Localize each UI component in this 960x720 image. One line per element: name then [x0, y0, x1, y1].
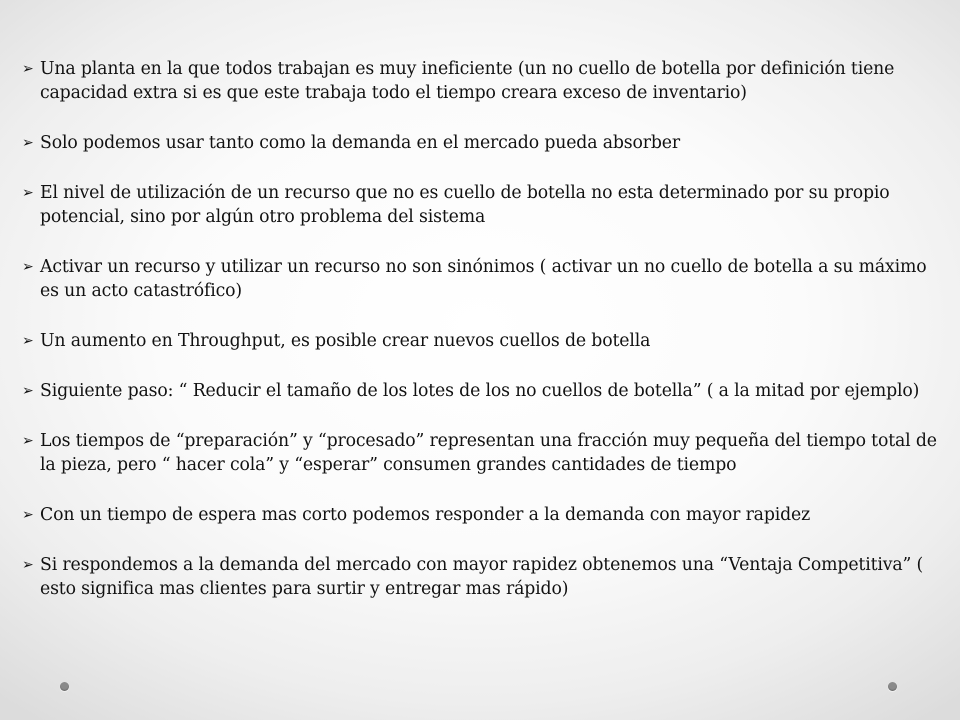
arrowhead-bullet-icon: ➢ [22, 185, 34, 201]
bullet-text: Siguiente paso: “ Reducir el tamaño de los lotes de los no cuellos de botella” ( a la mitad por ejemplo) [40, 381, 920, 401]
bullet-item [22, 329, 942, 353]
bullet-text: Solo podemos usar tanto como la demanda en el mercado pueda absorber [40, 133, 680, 153]
arrowhead-bullet-icon: ➢ [22, 383, 34, 399]
decorative-dot-left [60, 682, 69, 691]
bullet-item [22, 503, 942, 527]
arrowhead-bullet-icon: ➢ [22, 333, 34, 349]
bullet-text: Un aumento en Throughput, es posible crear nuevos cuellos de botella [40, 331, 651, 351]
bullet-item [22, 57, 942, 105]
bullet-text: El nivel de utilización de un recurso que no es cuello de botella no esta determinado por su propio potencial, sino por algún otro problema del sistema [40, 183, 890, 227]
bullet-text: Si respondemos a la demanda del mercado con mayor rapidez obtenemos una “Ventaja Competitiva” ( esto significa mas clientes para surtir y entregar mas rápido) [40, 555, 924, 599]
bullet-text: Con un tiempo de espera mas corto podemos responder a la demanda con mayor rapidez [40, 505, 811, 525]
bullet-item [22, 255, 942, 303]
arrowhead-bullet-icon: ➢ [22, 557, 34, 573]
arrowhead-bullet-icon: ➢ [22, 433, 34, 449]
bullet-item [22, 131, 942, 155]
bullet-item [22, 379, 942, 403]
bullet-item [22, 553, 942, 601]
bullet-text: Activar un recurso y utilizar un recurso no son sinónimos ( activar un no cuello de botella a su máximo es un acto catastrófico) [40, 257, 927, 301]
bullet-item [22, 429, 942, 477]
bullet-item [22, 181, 942, 229]
arrowhead-bullet-icon: ➢ [22, 507, 34, 523]
arrowhead-bullet-icon: ➢ [22, 259, 34, 275]
bullet-text: Los tiempos de “preparación” y “procesado” representan una fracción muy pequeña del tiempo total de la pieza, pero “ hacer cola” y “esperar” consumen grandes cantidades de tiempo [40, 431, 937, 475]
bullet-list [22, 57, 942, 601]
decorative-dot-right [888, 682, 897, 691]
bullet-text: Una planta en la que todos trabajan es muy ineficiente (un no cuello de botella por definición tiene capacidad extra si es que este trabaja todo el tiempo creara exceso de inventario) [40, 59, 895, 103]
arrowhead-bullet-icon: ➢ [22, 135, 34, 151]
arrowhead-bullet-icon: ➢ [22, 61, 34, 77]
